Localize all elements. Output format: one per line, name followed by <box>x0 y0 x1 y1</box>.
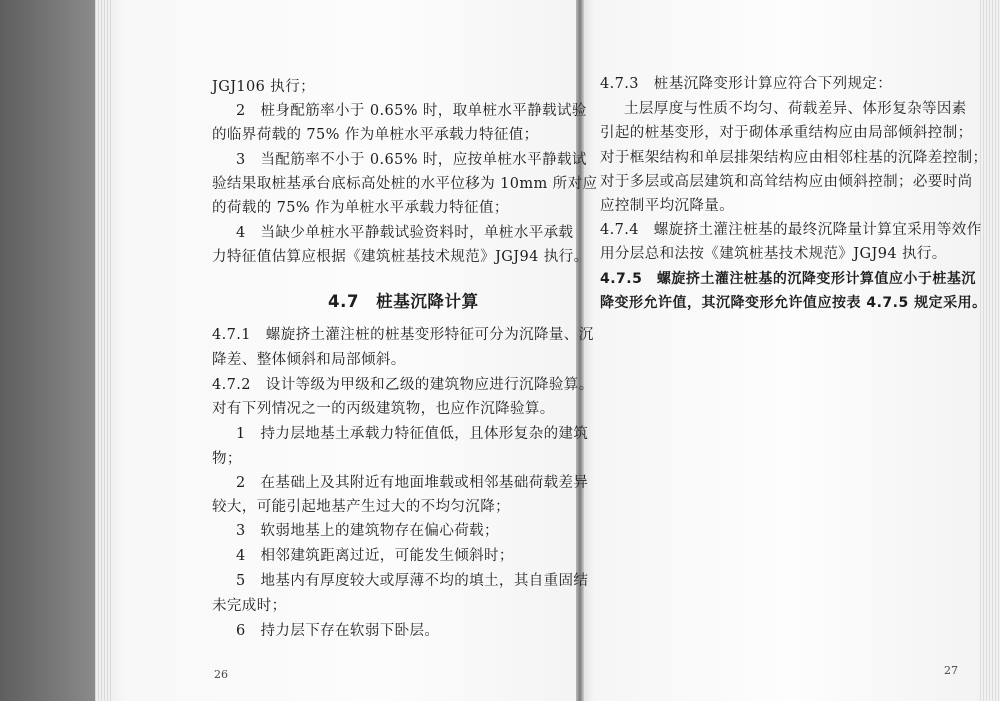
left-para-line-12: 未完成时； <box>212 598 287 614</box>
left-para-line-2: 降差、整体倾斜和局部倾斜。 <box>212 352 406 368</box>
left-para-line-3: 4.7.2 设计等级为甲级和乙级的建筑物应进行沉降验算。 <box>212 377 594 393</box>
right-line-5: 对于多层或高层建筑和高耸结构应由倾斜控制；必要时尚 <box>600 174 973 190</box>
left-line-4: 3 当配筋率不小于 0.65% 时，应按单桩水平静载试 <box>236 152 587 168</box>
right-bold-line-1: 4.7.5 螺旋挤土灌注桩基的沉降变形计算值应小于桩基沉 <box>600 271 976 287</box>
right-page-edge <box>978 0 1000 701</box>
left-line-6: 的荷载的 75% 作为单桩水平承载力特征值； <box>212 200 509 216</box>
left-line-7: 4 当缺少单桩水平静载试验资料时，单桩水平承载 <box>236 225 574 241</box>
left-line-2: 2 桩身配筋率小于 0.65% 时，取单桩水平静载试验 <box>236 103 587 119</box>
right-line-1: 4.7.3 桩基沉降变形计算应符合下列规定： <box>600 76 893 92</box>
right-line-2: 土层厚度与性质不均匀、荷载差异、体形复杂等因素 <box>624 101 967 117</box>
left-page-edge <box>95 0 113 701</box>
right-line-3: 引起的桩基变形，对于砌体承重结构应由局部倾斜控制； <box>600 125 973 141</box>
right-line-6: 应控制平均沉降量。 <box>600 198 735 214</box>
left-para-line-10: 4 相邻建筑距离过近，可能发生倾斜时； <box>236 548 514 564</box>
left-line-8: 力特征值估算应根据《建筑桩基技术规范》JGJ94 执行。 <box>212 249 589 265</box>
left-line-3: 的临界荷载的 75% 作为单桩水平承载力特征值； <box>212 127 539 143</box>
left-para-line-1: 4.7.1 螺旋挤土灌注桩的桩基变形特征可分为沉降量、沉 <box>212 327 594 343</box>
left-para-line-9: 3 软弱地基上的建筑物存在偏心荷载； <box>236 523 499 539</box>
left-page-number: 26 <box>214 668 228 681</box>
left-para-line-5: 1 持力层地基土承载力特征值低，且体形复杂的建筑 <box>236 426 589 442</box>
left-para-line-6: 物； <box>212 451 242 467</box>
left-para-line-7: 2 在基础上及其附近有地面堆载或相邻基础荷载差异 <box>236 475 589 491</box>
left-para-line-8: 较大，可能引起地基产生过大的不均匀沉降； <box>212 499 510 515</box>
right-bold-line-2: 降变形允许值，其沉降变形允许值应按表 4.7.5 规定采用。 <box>600 295 987 311</box>
left-para-line-4: 对有下列情况之一的丙级建筑物，也应作沉降验算。 <box>212 401 555 417</box>
right-line-4: 对于框架结构和单层排架结构应由相邻柱基的沉降差控制； <box>600 150 988 166</box>
left-para-line-13: 6 持力层下存在软弱下卧层。 <box>236 623 440 639</box>
right-line-8: 用分层总和法按《建筑桩基技术规范》JGJ94 执行。 <box>600 246 947 262</box>
section-heading: 4.7 桩基沉降计算 <box>328 292 479 311</box>
left-line-1: JGJ106 执行； <box>212 79 315 95</box>
right-line-7: 4.7.4 螺旋挤土灌注桩基的最终沉降量计算宜采用等效作 <box>600 222 982 238</box>
left-line-5: 验结果取桩基承台底标高处桩的水平位移为 10mm 所对应 <box>212 176 598 192</box>
left-para-line-11: 5 地基内有厚度较大或厚薄不均的填土，其自重固结 <box>236 573 589 589</box>
right-page-number: 27 <box>944 664 958 677</box>
